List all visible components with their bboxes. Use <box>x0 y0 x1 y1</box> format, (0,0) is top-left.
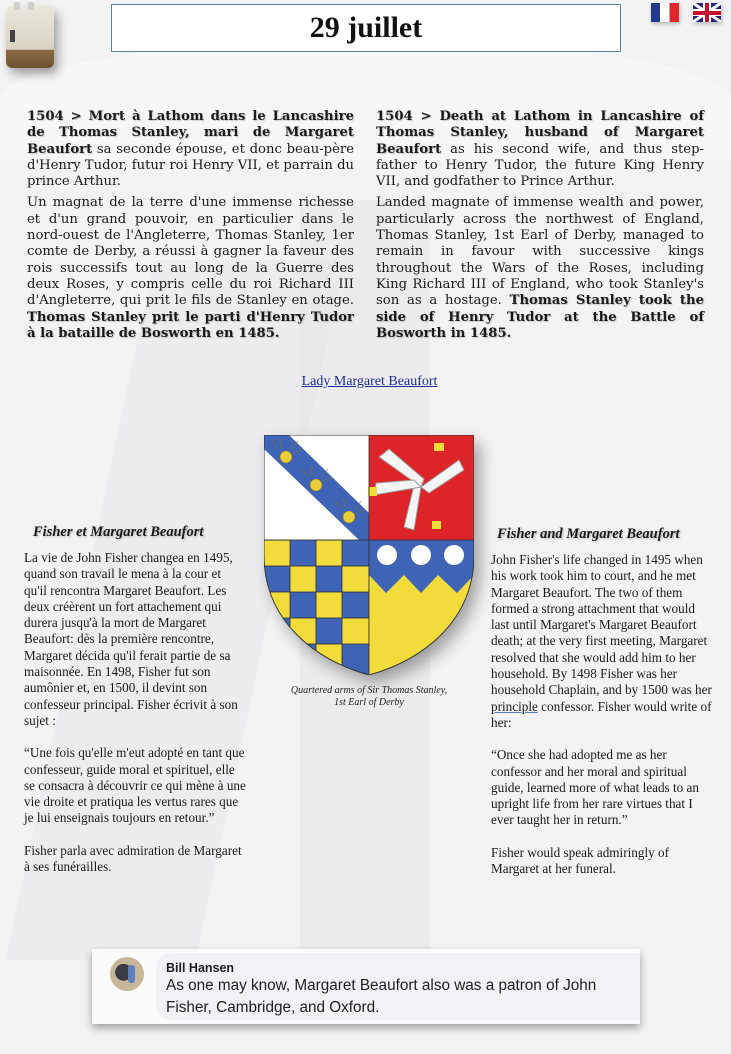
page-title: 29 juillet <box>309 11 423 44</box>
english-intro-paragraph-2 <box>376 195 704 342</box>
french-fisher-paragraph-1: La vie de John Fisher changea en 1495, quand son travail le mena à la cour et qu'il rencontra Margaret Beaufort. Les deux créèrent un fort attachement qui durera jusqu'à la mort de Margaret Beaufort: dès la première rencontre, Margaret décida qu'il ferait partie de sa maisonnée. En 1498, Fisher fut son aumônier et, en 1500, il devint son confesseur principal. Fisher écrivit à son sujet : <box>24 550 238 728</box>
comment-text: As one may know, Margaret Beaufort also was a patron of John Fisher, Cambridge, and Oxford. <box>166 977 597 1016</box>
english-fisher-text <box>491 552 713 893</box>
english-intro-bold-2: Thomas Stanley took the side of Henry Tudor at the Battle of Bosworth in 1485. <box>376 293 704 341</box>
french-fisher-paragraph-3: Fisher parla avec admiration de Margaret à ses funérailles. <box>24 842 242 875</box>
french-intro-bold: 1504 > Mort à Lathom dans le Lancashire de Thomas Stanley, mari de Margaret Beaufort <box>27 109 354 157</box>
avatar[interactable] <box>110 957 144 991</box>
stanley-coat-of-arms-icon <box>264 435 474 675</box>
english-intro-text-2: Landed magnate of immense wealth and power, particularly across the northwest of England, Thomas Stanley, 1st Earl of Derby, managed to remain in favour with successive kings throughout the Wars of the Roses, including King Richard III of England, who took Stanley's son as a hostage. <box>376 195 704 309</box>
page-title-box <box>111 4 621 52</box>
english-fisher-text-a: John Fisher's life changed in 1495 when his work took him to court, and he met Margaret Beaufort. The two of them formed a strong attachment that would last until Margaret's Margaret Beaufort death; at the very first meeting, Margaret resolved that she would add him to her household. By 1498 Fisher was her household Chaplain, and by 1500 was her <box>491 552 712 698</box>
english-intro-paragraph-1 <box>376 109 704 190</box>
french-intro-text-2: Un magnat de la terre d'une immense richesse et d'un grand pouvoir, en particulier dans le nord-ouest de l'Angleterre, Thomas Stanley, 1er comte de Derby, a réussi à gagner la faveur des rois successifs tout au long de la Guerre des deux Roses, y compris celle du roi Richard III d'Angleterre, qui prit le fils de Stanley en otage. <box>27 195 354 309</box>
comment-bubble <box>156 953 640 1020</box>
printing-press-logo-icon[interactable] <box>6 6 54 68</box>
english-intro-bold: 1504 > Death at Lathom in Lancashire of Thomas Stanley, husband of Margaret Beaufort <box>376 109 704 157</box>
link-part-1[interactable]: Lady Margaret <box>301 374 385 389</box>
english-fisher-paragraph-3: Fisher would speak admiringly of Margaret at her funeral. <box>491 844 670 877</box>
french-intro-paragraph-1 <box>27 109 354 190</box>
french-flag-icon[interactable] <box>651 3 679 22</box>
french-intro-paragraph-2 <box>27 195 354 342</box>
english-intro <box>376 109 704 347</box>
french-fisher-text <box>24 550 246 891</box>
spellcheck-underlined-word: principle <box>491 698 538 714</box>
english-fisher-quote: “Once she had adopted me as her confessor and her moral and spiritual guide, learned more of what leads to an upright life from her rare virtues that I ever taught her in return.” <box>491 747 699 828</box>
facebook-comment <box>92 949 640 1024</box>
french-intro <box>27 109 354 347</box>
comment-author[interactable]: Bill Hansen <box>166 961 235 975</box>
english-fisher-text-b: confessor. Fisher would write of her: <box>491 698 712 730</box>
image-caption: Quartered arms of Sir Thomas Stanley, 1st Earl of Derby <box>290 685 448 708</box>
english-fisher-paragraph-1 <box>491 552 713 731</box>
french-fisher-quote: “Une fois qu'elle m'eut adopté en tant que confesseur, guide moral et spirituel, elle se consacra à découvrir ce qui mène à une vie droite et pratiqua les vertus rares que je lui enseignais toujours en retour.” <box>24 745 246 826</box>
french-intro-bold-2: Thomas Stanley prit le parti d'Henry Tudor à la bataille de Bosworth en 1485. <box>27 309 354 341</box>
english-section-heading: Fisher and Margaret Beaufort <box>497 526 680 542</box>
french-intro-text: sa seconde épouse, et donc beau-père d'Henry Tudor, futur roi Henry VII, et parrain du prince Arthur. <box>27 141 355 190</box>
language-switcher <box>651 3 721 22</box>
uk-flag-icon[interactable] <box>693 3 721 22</box>
english-intro-text: as his second wife, and thus step-father to Henry Tudor, the future King Henry VII, and godfather to Prince Arthur. <box>376 141 704 190</box>
lady-margaret-beaufort-link[interactable] <box>0 374 731 390</box>
french-section-heading: Fisher et Margaret Beaufort <box>33 524 204 540</box>
link-part-2[interactable]: Beaufort <box>384 374 438 389</box>
